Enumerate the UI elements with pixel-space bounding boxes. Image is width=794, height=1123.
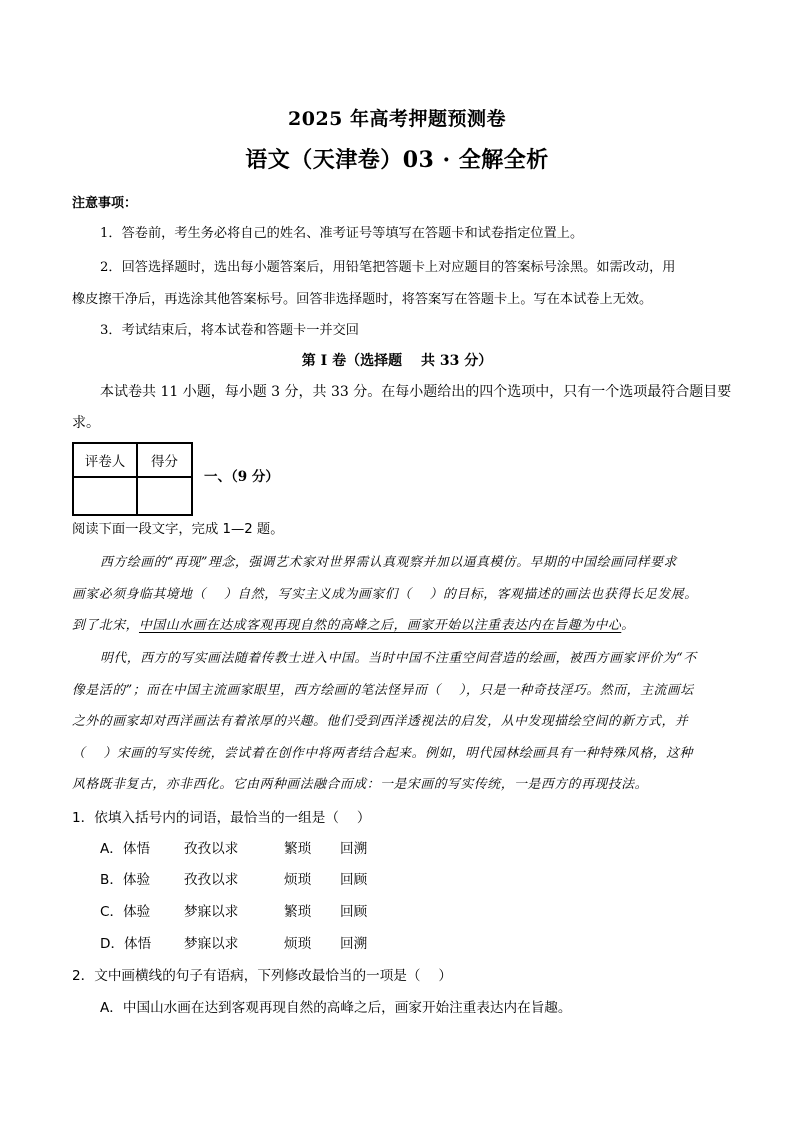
part-label: 一、（9 分） bbox=[204, 469, 279, 485]
notice-item-3: 3．考试结束后，将本试卷和答题卡一并交回 bbox=[100, 323, 359, 338]
q1-option-c-word2: 繁琐 bbox=[284, 904, 312, 920]
q1-option-a-word2: 繁琐 bbox=[284, 841, 312, 857]
passage-p1-line1: 西方绘画的“再现”理念，强调艺术家对世界需认真观察并加以逼真模仿。早期的中国绘画同样要求 bbox=[100, 555, 677, 570]
score-header: 得分 bbox=[137, 443, 192, 477]
q1-option-b-word2: 烦琐 bbox=[284, 872, 312, 888]
grader-cell bbox=[73, 477, 137, 515]
q1-option-a-word3: 回溯 bbox=[340, 841, 368, 857]
q1-option-d-word1: 梦寐以求 bbox=[184, 936, 239, 952]
score-cell bbox=[137, 477, 192, 515]
passage-p1-line3 bbox=[72, 614, 635, 633]
exam-title: 2025 年高考押题预测卷 bbox=[288, 108, 506, 130]
passage-text: 。 bbox=[621, 618, 635, 633]
reading-prompt: 阅读下面一段文字，完成 1—2 题。 bbox=[72, 522, 284, 537]
question-1-stem: 1．依填入括号内的词语，最恰当的一组是（ ） bbox=[72, 810, 371, 826]
notice-item-1: 1．答卷前，考生务必将自己的姓名、准考证号等填写在答题卡和试卷指定位置上。 bbox=[100, 226, 584, 241]
exam-subtitle: 语文（天津卷）03 · 全解全析 bbox=[245, 147, 549, 173]
passage-p2-line5: 风格既非复古，亦非西化。它由两种画法融合而成：一是宋画的写实传统，一是西方的再现技法。 bbox=[72, 777, 649, 792]
passage-p2-line2: 像是活的”；而在中国主流画家眼里，西方绘画的笔法怪异而（ ），只是一种奇技淫巧。然而，主流画坛 bbox=[72, 683, 694, 698]
notice-heading: 注意事项： bbox=[72, 196, 138, 211]
section-intro-cont: 求。 bbox=[72, 415, 100, 431]
q1-option-b-word1: 孜孜以求 bbox=[184, 872, 239, 888]
q1-option-c-word3: 回顾 bbox=[340, 904, 368, 920]
score-table bbox=[72, 442, 193, 516]
underlined-sentence: 中国山水画在达成客观再现自然的高峰之后，画家开始以注重表达内在旨趣为中心 bbox=[138, 618, 622, 633]
q1-option-a-label: A．体悟 bbox=[100, 841, 151, 857]
notice-item-2: 2．回答选择题时，选出每小题答案后，用铅笔把答题卡上对应题目的答案标号涂黑。如需改动，用 bbox=[100, 260, 676, 275]
passage-p2-line1: 明代，西方的写实画法随着传教士进入中国。当时中国不注重空间营造的绘画，被西方画家评价为“不 bbox=[100, 651, 697, 666]
passage-p2-line3: 之外的画家却对西洋画法有着浓厚的兴趣。他们受到西洋透视法的启发，从中发现描绘空间的新方式，并 bbox=[72, 714, 689, 729]
q1-option-d-word2: 烦琐 bbox=[284, 936, 312, 952]
passage-p2-line4: （ ）宋画的写实传统，尝试着在创作中将两者结合起来。例如，明代园林绘画具有一种特殊风格，这种 bbox=[72, 746, 693, 761]
q1-option-a-word1: 孜孜以求 bbox=[184, 841, 239, 857]
q1-option-d-label: D．体悟 bbox=[100, 936, 152, 952]
section-intro: 本试卷共 11 小题，每小题 3 分，共 33 分。在每小题给出的四个选项中，只有一个选项最符合题目要 bbox=[100, 384, 732, 400]
q1-option-d-word3: 回溯 bbox=[340, 936, 368, 952]
notice-item-2-cont: 橡皮擦干净后，再选涂其他答案标号。回答非选择题时，将答案写在答题卡上。写在本试卷上无效。 bbox=[72, 292, 653, 307]
passage-text: 到了北宋， bbox=[72, 618, 139, 633]
q1-option-b-word3: 回顾 bbox=[340, 872, 368, 888]
q1-option-c-label: C．体验 bbox=[100, 904, 151, 920]
grader-header: 评卷人 bbox=[73, 443, 137, 477]
q1-option-b-label: B．体验 bbox=[100, 872, 151, 888]
q1-option-c-word1: 梦寐以求 bbox=[184, 904, 239, 920]
q2-option-a: A．中国山水画在达到客观再现自然的高峰之后，画家开始注重表达内在旨趣。 bbox=[100, 1000, 572, 1016]
question-2-stem: 2．文中画横线的句子有语病，下列修改最恰当的一项是（ ） bbox=[72, 968, 452, 984]
section-heading: 第 I 卷（选择题 共 33 分） bbox=[301, 353, 493, 369]
passage-p1-line2: 画家必须身临其境地（ ）自然，写实主义成为画家们（ ）的目标，客观描述的画法也获得长足发展。 bbox=[72, 587, 698, 602]
